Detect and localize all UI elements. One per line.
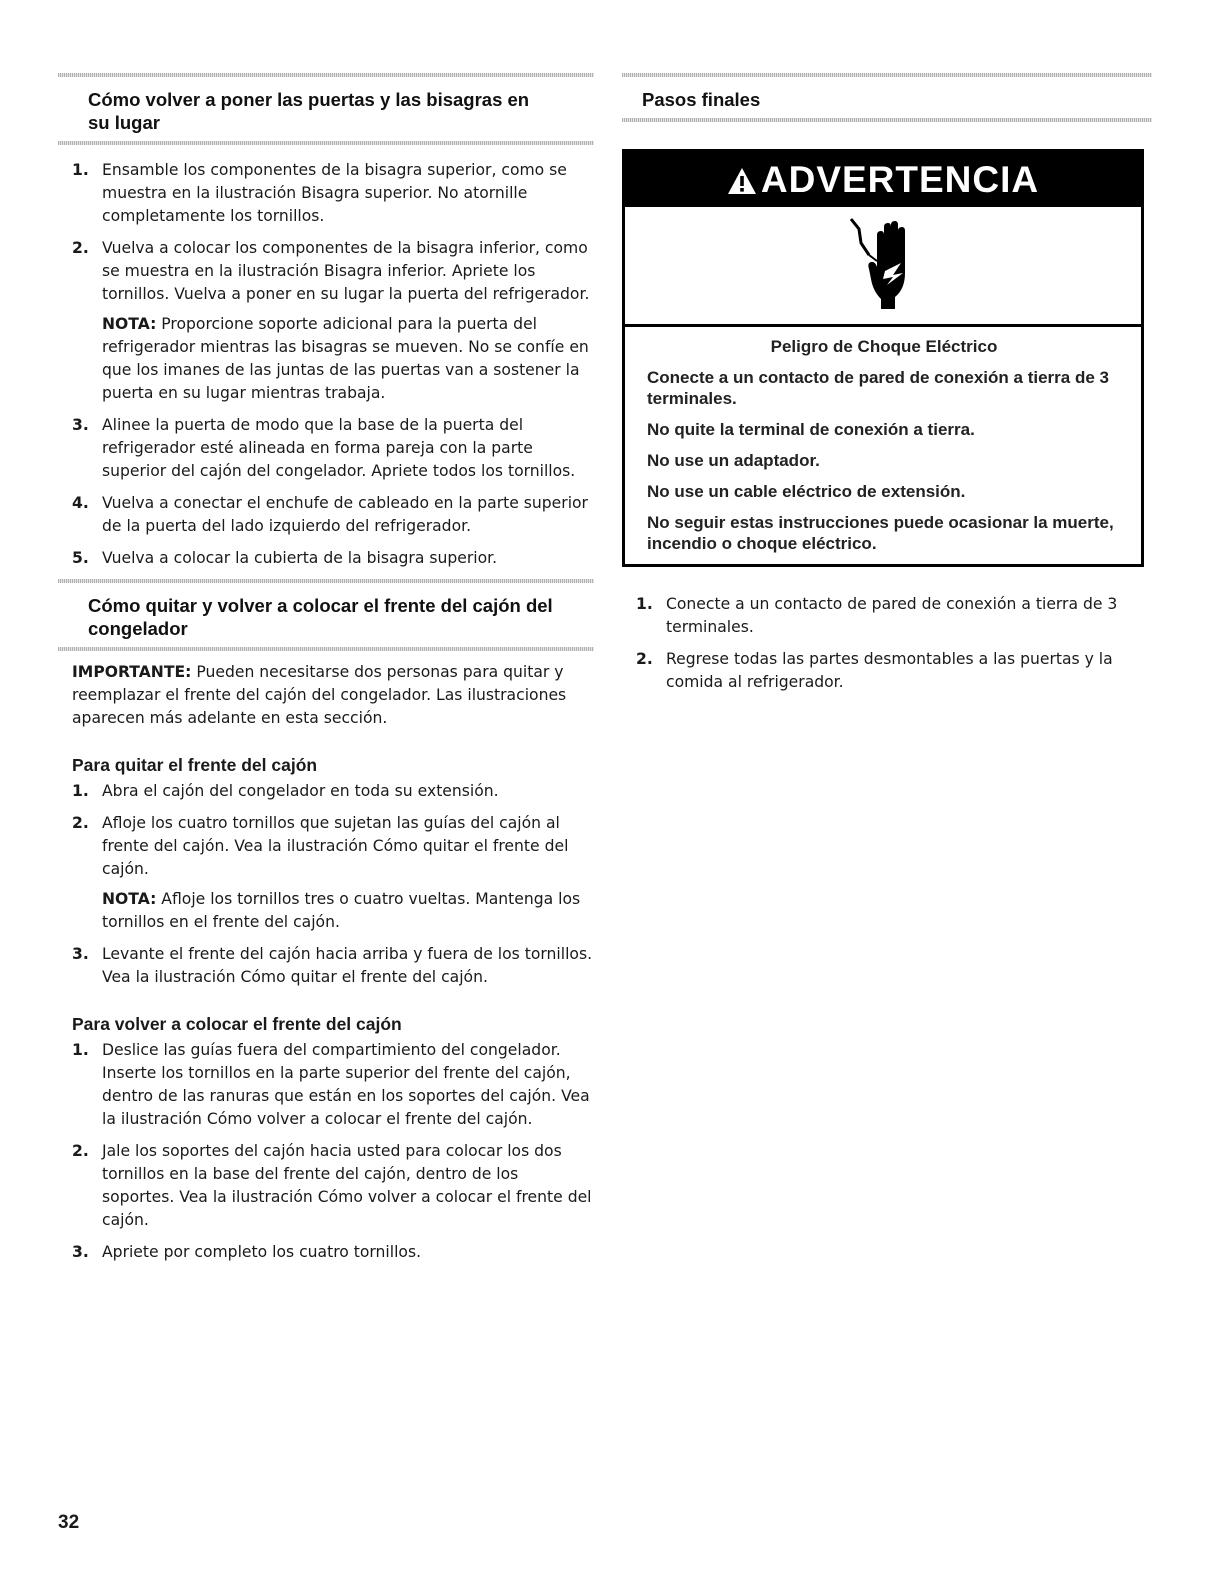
section-rule bbox=[58, 73, 594, 77]
warning-body bbox=[625, 327, 1141, 564]
section-title-doors-hinges: Cómo volver a poner las puertas y las bisagras en su lugar bbox=[88, 89, 530, 133]
list-item: 1. Deslice las guías fuera del compartimiento del congelador. Inserte los tornillos en la parte superior del frente del cajón, dentro de las ranuras que están en los soportes del cajón. Vea la ilustración Cómo volver a colocar el frente del cajón. bbox=[72, 1041, 590, 1128]
section-rule bbox=[622, 118, 1152, 122]
list-item: 2. Afloje los cuatro tornillos que sujetan las guías del cajón al frente del cajón. Vea la ilustración Cómo quitar el frente del cajón. NOTA: Afloje los tornillos tres o cuatro vueltas. Mantenga los tornillos en el frente del cajón. bbox=[58, 812, 594, 934]
section-rule bbox=[58, 579, 594, 583]
warning-line: Conecte a un contacto de pared de conexión a tierra de 3 terminales. bbox=[647, 368, 1109, 408]
section-title-final-steps: Pasos finales bbox=[642, 89, 761, 110]
list-item: 1. Abra el cajón del congelador en toda su extensión. bbox=[72, 782, 499, 800]
list-item: 3. Levante el frente del cajón hacia arriba y fuera de los tornillos. Vea la ilustración Cómo quitar el frente del cajón. bbox=[72, 945, 593, 986]
list-item: 1. Conecte a un contacto de pared de conexión a tierra de 3 terminales. bbox=[636, 595, 1118, 636]
important-paragraph: IMPORTANTE: Pueden necesitarse dos personas para quitar y reemplazar el frente del cajón del congelador. Las ilustraciones aparecen más adelante en esta sección. bbox=[72, 663, 567, 727]
section-rule bbox=[58, 647, 594, 651]
section-title-freezer-drawer: Cómo quitar y volver a colocar el frente del cajón del congelador bbox=[88, 595, 553, 639]
section-rule bbox=[58, 141, 594, 145]
steps-remove-drawer bbox=[58, 780, 594, 989]
warning-icon-area bbox=[625, 207, 1141, 327]
subsection-title-remove: Para quitar el frente del cajón bbox=[72, 755, 318, 775]
list-item: 4. Vuelva a conectar el enchufe de cableado en la parte superior de la puerta del lado izquierdo del refrigerador. bbox=[72, 494, 588, 535]
section-rule bbox=[622, 73, 1152, 77]
list-item: 1. Ensamble los componentes de la bisagra superior, como se muestra en la ilustración Bisagra superior. No atornille completamente los tornillos. bbox=[72, 161, 567, 225]
warning-header: ADVERTENCIA bbox=[625, 152, 1141, 207]
subsection-title-replace: Para volver a colocar el frente del cajón bbox=[72, 1014, 402, 1034]
list-item: 2. Jale los soportes del cajón hacia usted para colocar los dos tornillos en la base del frente del cajón, dentro de los soportes. Vea la ilustración Cómo volver a colocar el frente del cajón. bbox=[72, 1142, 592, 1229]
list-item: 3. Alinee la puerta de modo que la base de la puerta del refrigerador esté alineada en forma pareja con la parte superior del cajón del congelador. Apriete todos los tornillos. bbox=[72, 416, 576, 480]
left-column bbox=[58, 0, 594, 1273]
steps-doors-hinges bbox=[58, 159, 594, 570]
list-item: 3. Apriete por completo los cuatro tornillos. bbox=[72, 1243, 422, 1261]
steps-final bbox=[622, 593, 1152, 694]
list-item: 5. Vuelva a colocar la cubierta de la bisagra superior. bbox=[72, 549, 498, 567]
list-item: 2. Regrese todas las partes desmontables a las puertas y la comida al refrigerador. bbox=[636, 650, 1113, 691]
note: NOTA: Proporcione soporte adicional para la puerta del refrigerador mientras las bisagras se mueven. No se confíe en que los imanes de las juntas de las puertas van a sostener la puerta en su lugar mientras trabaja. bbox=[102, 315, 589, 402]
note: NOTA: Afloje los tornillos tres o cuatro vueltas. Mantenga los tornillos en el frente del cajón. bbox=[102, 890, 581, 931]
list-item: 2. Vuelva a colocar los componentes de la bisagra inferior, como se muestra en la ilustración Bisagra inferior. Apriete los tornillos. Vuelva a poner en su lugar la puerta del refrigerador. NOTA: Proporcione soporte adicional para la puerta del refrigerador mientras las bisagras se mueven. No se confíe en que los imanes de las juntas de las puertas van a sostener la puerta en su lugar mientras trabaja. bbox=[58, 237, 594, 405]
warning-triangle-icon bbox=[727, 167, 757, 195]
warning-line: No use un cable eléctrico de extensión. bbox=[647, 482, 966, 501]
steps-replace-drawer bbox=[58, 1039, 594, 1264]
warning-subtitle: Peligro de Choque Eléctrico bbox=[770, 337, 998, 356]
page-number: 32 bbox=[58, 1512, 80, 1533]
warning-line: No quite la terminal de conexión a tierra. bbox=[647, 420, 975, 439]
warning-box bbox=[622, 149, 1144, 567]
warning-line: No seguir estas instrucciones puede ocasionar la muerte, incendio o choque eléctrico. bbox=[647, 513, 1114, 553]
warning-line: No use un adaptador. bbox=[647, 451, 820, 470]
right-column bbox=[622, 0, 1152, 703]
electric-shock-hand-icon bbox=[847, 215, 917, 315]
